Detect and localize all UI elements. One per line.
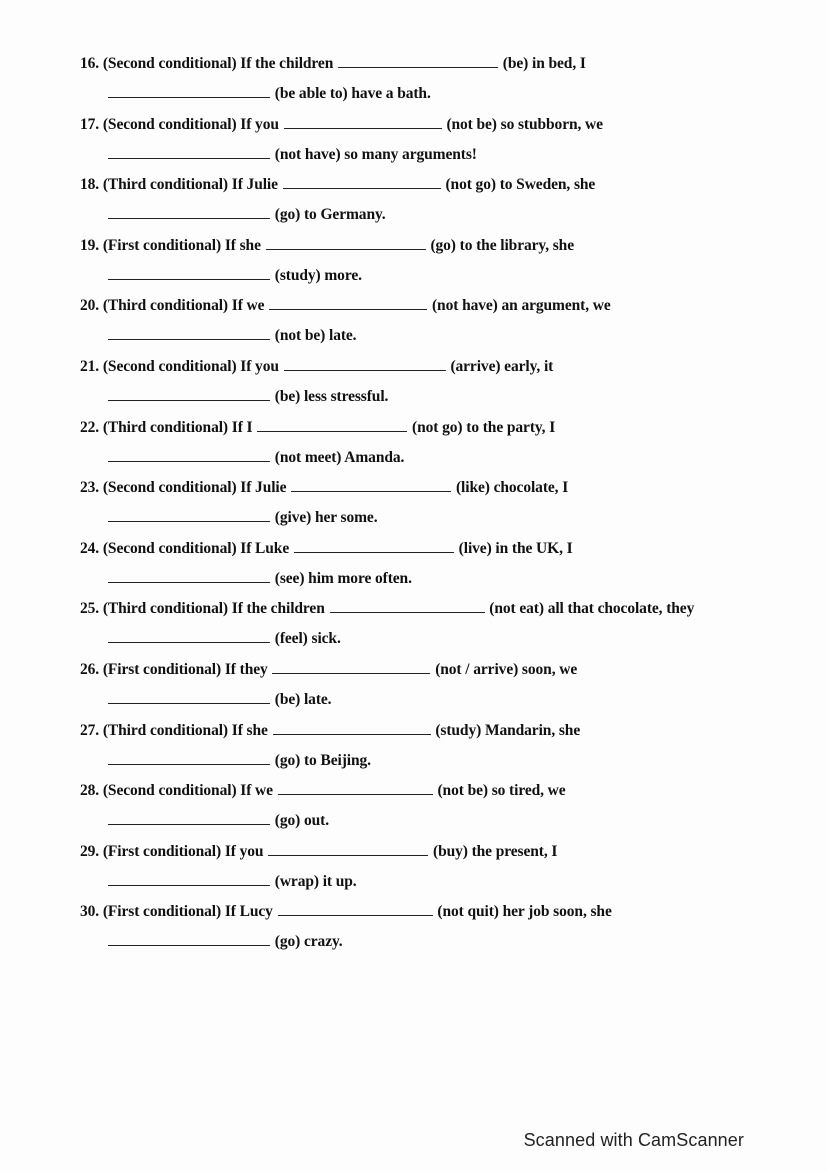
camscanner-watermark: Scanned with CamScanner (523, 1130, 744, 1150)
conditional-type: (Third conditional) (102, 297, 228, 315)
answer-blank-2[interactable] (108, 809, 270, 825)
exercise-line-1 (80, 416, 555, 440)
answer-blank-1[interactable] (283, 173, 441, 189)
exercise-line-2 (108, 749, 371, 773)
sentence-start: If you (240, 357, 279, 375)
sentence-middle: (not go) to Sweden, she (445, 176, 596, 194)
exercise-line-2 (108, 385, 388, 409)
sentence-end: (go) to Beijing. (274, 751, 371, 769)
answer-blank-1[interactable] (257, 416, 407, 432)
sentence-start: If she (224, 236, 261, 254)
exercise-number: 28. (80, 782, 100, 800)
exercise-item (80, 173, 780, 234)
sentence-end: (not meet) Amanda. (274, 448, 405, 466)
sentence-middle: (go) to the library, she (430, 236, 574, 254)
exercise-line-2 (108, 143, 477, 167)
sentence-end: (not have) so many arguments! (274, 145, 477, 163)
answer-blank-2[interactable] (108, 203, 270, 219)
sentence-end: (give) her some. (274, 509, 378, 527)
sentence-start: If we (240, 782, 273, 800)
exercise-line-2 (108, 446, 404, 470)
exercise-item (80, 294, 780, 355)
exercise-list (80, 52, 780, 961)
answer-blank-1[interactable] (284, 113, 442, 129)
sentence-end: (feel) sick. (274, 630, 341, 648)
sentence-middle: (not quit) her job soon, she (437, 903, 612, 921)
exercise-number: 19. (80, 236, 100, 254)
exercise-line-2 (108, 506, 378, 530)
sentence-start: If you (240, 115, 279, 133)
sentence-middle: (not be) so tired, we (437, 782, 566, 800)
sentence-start: If we (231, 297, 265, 315)
answer-blank-1[interactable] (278, 779, 433, 795)
sentence-end: (go) crazy. (274, 933, 343, 951)
exercise-line-1 (80, 234, 574, 258)
conditional-type: (Second conditional) (102, 357, 237, 375)
sentence-end: (not be) late. (274, 327, 357, 345)
exercise-item (80, 416, 780, 477)
exercise-line-2 (108, 203, 386, 227)
exercise-line-1 (80, 476, 568, 500)
conditional-type: (First conditional) (102, 842, 222, 860)
exercise-line-2 (108, 688, 331, 712)
exercise-number: 24. (80, 539, 100, 557)
sentence-end: (be able to) have a bath. (274, 85, 431, 102)
sentence-end: (go) out. (274, 812, 329, 830)
sentence-start: If you (224, 842, 264, 860)
answer-blank-2[interactable] (108, 567, 270, 583)
conditional-type: (Second conditional) (102, 782, 237, 800)
sentence-start: If Lucy (224, 903, 273, 921)
sentence-start: If she (231, 721, 268, 739)
conditional-type: (First conditional) (102, 660, 222, 678)
exercise-number: 17. (80, 115, 100, 133)
answer-blank-2[interactable] (108, 82, 270, 98)
sentence-end: (be) less stressful. (274, 387, 389, 405)
exercise-line-1 (80, 537, 573, 561)
exercise-line-1 (80, 173, 595, 197)
sentence-middle: (not eat) all that chocolate, they (489, 600, 695, 618)
exercise-line-1 (80, 900, 612, 924)
answer-blank-1[interactable] (273, 719, 431, 735)
exercise-line-2 (108, 324, 356, 348)
exercise-number: 21. (80, 357, 100, 375)
exercise-line-2 (108, 930, 343, 954)
conditional-type: (Third conditional) (102, 600, 228, 618)
answer-blank-1[interactable] (338, 52, 498, 68)
exercise-line-2 (108, 627, 341, 651)
sentence-middle: (like) chocolate, I (455, 479, 569, 497)
answer-blank-2[interactable] (108, 446, 270, 462)
exercise-number: 27. (80, 721, 100, 739)
exercise-item (80, 52, 780, 113)
answer-blank-2[interactable] (108, 930, 270, 946)
sentence-end: (see) him more often. (274, 569, 412, 587)
conditional-type: (Third conditional) (102, 176, 228, 194)
answer-blank-1[interactable] (330, 597, 485, 613)
answer-blank-2[interactable] (108, 749, 270, 765)
answer-blank-1[interactable] (294, 537, 454, 553)
exercise-item (80, 779, 780, 840)
answer-blank-1[interactable] (272, 658, 430, 674)
exercise-number: 16. (80, 55, 100, 72)
sentence-start: If Julie (231, 176, 278, 194)
exercise-number: 23. (80, 479, 100, 497)
sentence-start: If the children (231, 600, 325, 618)
exercise-item (80, 900, 780, 961)
exercise-item (80, 537, 780, 598)
exercise-line-1 (80, 779, 566, 803)
answer-blank-1[interactable] (268, 840, 428, 856)
conditional-type: (Second conditional) (102, 539, 237, 557)
exercise-item (80, 113, 780, 174)
sentence-middle: (not go) to the party, I (412, 418, 556, 436)
exercise-number: 22. (80, 418, 100, 436)
answer-blank-1[interactable] (278, 900, 433, 916)
conditional-type: (Third conditional) (102, 418, 228, 436)
sentence-start: If I (231, 418, 253, 436)
sentence-start: If they (224, 660, 268, 678)
sentence-start: If the children (240, 55, 334, 72)
exercise-item (80, 719, 780, 780)
exercise-number: 18. (80, 176, 100, 194)
exercise-line-1 (80, 113, 603, 137)
answer-blank-2[interactable] (108, 688, 270, 704)
exercise-item (80, 658, 780, 719)
answer-blank-2[interactable] (108, 264, 270, 280)
answer-blank-1[interactable] (284, 355, 446, 371)
sentence-end: (be) late. (274, 690, 332, 708)
sentence-middle: (be) in bed, I (502, 55, 586, 72)
answer-blank-2[interactable] (108, 627, 270, 643)
answer-blank-2[interactable] (108, 870, 270, 886)
conditional-type: (Second conditional) (102, 479, 237, 497)
exercise-item (80, 234, 780, 295)
exercise-line-2 (108, 82, 431, 106)
answer-blank-2[interactable] (108, 385, 270, 401)
sentence-end: (wrap) it up. (274, 872, 357, 890)
answer-blank-2[interactable] (108, 324, 270, 340)
sentence-start: If Luke (240, 539, 290, 557)
sentence-end: (go) to Germany. (274, 206, 386, 224)
exercise-line-1 (80, 840, 557, 864)
sentence-middle: (not / arrive) soon, we (435, 660, 578, 678)
exercise-item (80, 840, 780, 901)
answer-blank-2[interactable] (108, 143, 270, 159)
exercise-number: 26. (80, 660, 100, 678)
sentence-middle: (buy) the present, I (433, 842, 558, 860)
exercise-line-1 (80, 658, 577, 682)
exercise-line-2 (108, 264, 362, 288)
conditional-type: (Second conditional) (102, 115, 237, 133)
answer-blank-2[interactable] (108, 506, 270, 522)
conditional-type: (Second conditional) (102, 55, 237, 72)
sentence-middle: (not have) an argument, we (432, 297, 611, 315)
sentence-end: (study) more. (274, 266, 362, 284)
sentence-middle: (not be) so stubborn, we (446, 115, 603, 133)
exercise-number: 29. (80, 842, 100, 860)
exercise-line-1 (80, 597, 694, 621)
exercise-line-1 (80, 52, 586, 76)
conditional-type: (First conditional) (102, 236, 222, 254)
exercise-number: 20. (80, 297, 100, 315)
answer-blank-1[interactable] (266, 234, 426, 250)
exercise-line-2 (108, 809, 329, 833)
answer-blank-1[interactable] (269, 294, 427, 310)
sentence-middle: (live) in the UK, I (458, 539, 573, 557)
sentence-middle: (arrive) early, it (450, 357, 554, 375)
exercise-number: 25. (80, 600, 100, 618)
exercise-number: 30. (80, 903, 100, 921)
exercise-line-1 (80, 719, 580, 743)
exercise-line-1 (80, 294, 611, 318)
exercise-line-1 (80, 355, 553, 379)
sentence-start: If Julie (240, 479, 287, 497)
exercise-item (80, 597, 780, 658)
conditional-type: (Third conditional) (102, 721, 228, 739)
exercise-item (80, 476, 780, 537)
conditional-type: (First conditional) (102, 903, 222, 921)
answer-blank-1[interactable] (291, 476, 451, 492)
sentence-middle: (study) Mandarin, she (435, 721, 581, 739)
exercise-line-2 (108, 567, 412, 591)
exercise-line-2 (108, 870, 357, 894)
exercise-item (80, 355, 780, 416)
